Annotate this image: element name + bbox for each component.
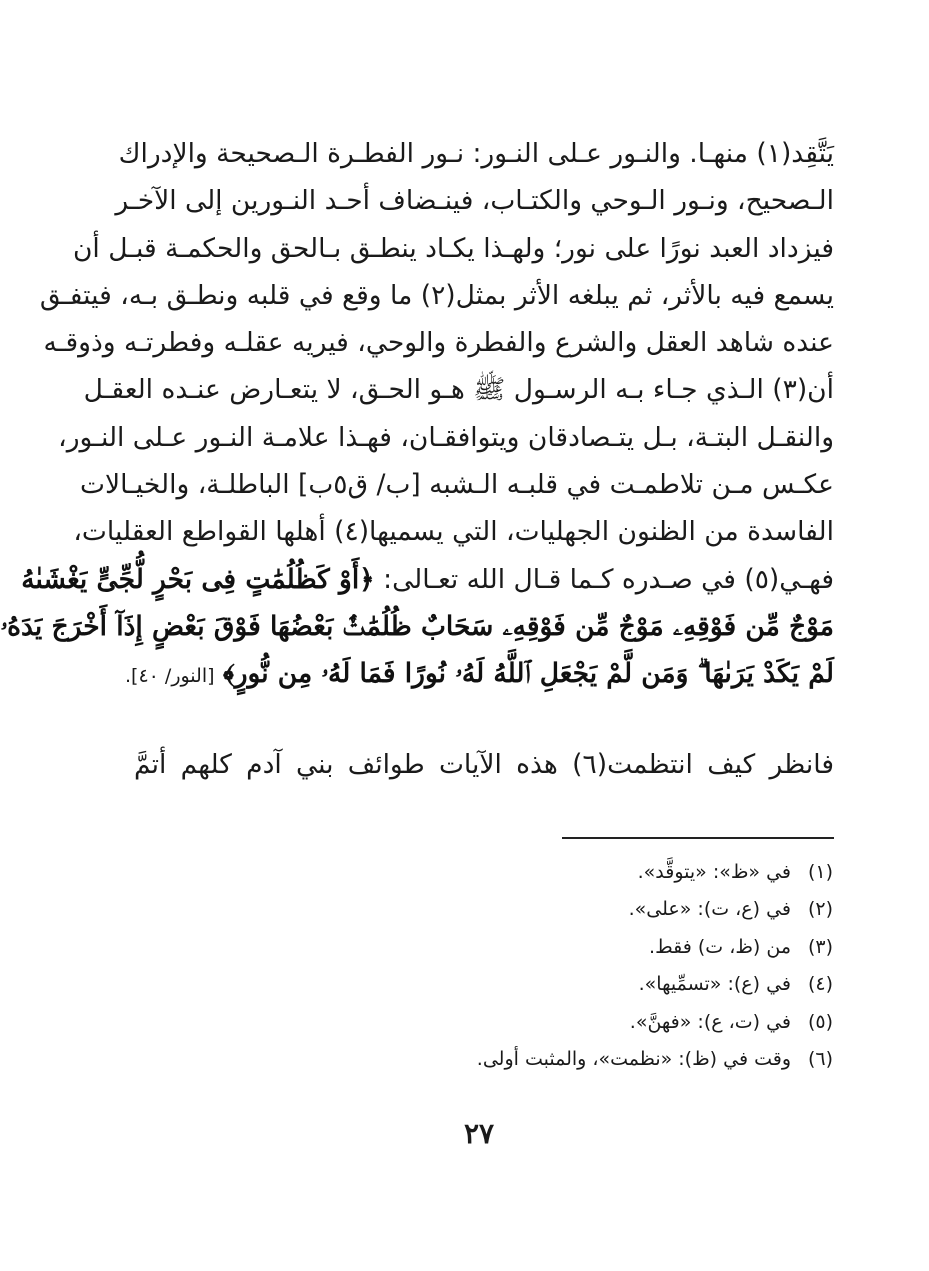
text-line: فيزداد العبد نورًا على نور؛ ولهـذا يكـاد ينطـق بـالحق والحكمـة قبـل أن (72, 232, 834, 264)
second-paragraph: فانظر كيف انتظمت(٦) هذه الآيات طوائف بني آدم كلهم أتمَّ (134, 749, 834, 780)
text-line: أن(٣) الـذي جـاء بـه الرسـول ﷺ هـو الحـق، لا يتعـارض عنـده العقـل (83, 374, 834, 406)
footnote-text: من (ظ، ت) فقط. (649, 935, 791, 958)
footnote-number: (٢) (807, 898, 833, 921)
text-line: يَتَّقِد(١) منهـا. والنـور عـلى النـور: نـور الفطـرة الـصحيحة والإدراك (118, 138, 834, 169)
footnote-text: في (ت، ع): «فهنَّ». (629, 1010, 791, 1033)
footnote-number: (١) (807, 861, 833, 883)
footnote-item (273, 891, 833, 928)
footnote-item (273, 1041, 833, 1078)
footnote-item (273, 929, 833, 966)
footnote-text: في «ظ»: «يتوقَّد». (637, 861, 791, 883)
footnote-number: (٣) (807, 935, 833, 958)
quran-verse-part-1: ﴿أَوْ كَظُلُمَٰتٍ فِى بَحْرٍ لُّجِّىٍّ يَغْشَىٰهُ (21, 563, 375, 595)
text-line: الـصحيح، ونـور الـوحي والكتـاب، فينـضاف أحـد النـورين إلى الآخـر (115, 185, 834, 217)
footnotes-list (273, 854, 833, 1078)
page-number: ٢٧ (463, 1117, 495, 1150)
footnote-number: (٦) (807, 1048, 833, 1071)
footnote-text: في (ع): «تسمِّيها». (638, 973, 791, 996)
footnote-number: (٤) (807, 973, 833, 996)
footnote-text: وقت في (ظ): «نظمت»، والمثبت أولى. (476, 1048, 791, 1071)
footnote-text: في (ع، ت): «على». (628, 898, 791, 921)
text-line: يسمع فيه بالأثر، ثم يبلغه الأثر بمثل(٢) ما وقع في قلبه ونطـق بـه، فيتفـق (39, 279, 834, 311)
text-line: عكـس مـن تلاطمـت في قلبـه الـشبه [ب/ ق٥ب] الباطلـة، والخيـالات (80, 469, 834, 501)
quran-intro-line (21, 556, 834, 603)
quran-verse-part-2: مَوْجٌ مِّن فَوْقِهِۦ مَوْجٌ مِّن فَوْقِهِۦ سَحَابٌ ظُلُمَٰتٌۢ بَعْضُهَا فَوْقَ بَعْضٍ إِذَآ أَخْرَجَ يَدَهُۥ (0, 610, 834, 642)
main-paragraph (0, 130, 834, 698)
quran-reference: [النور/ ٤٠]. (125, 665, 215, 688)
footnote-number: (٥) (807, 1010, 833, 1033)
text-line: عنده شاهد العقل والشرع والفطرة والوحي، فيريه عقلـه وفطرتـه وذوقـه (43, 327, 834, 359)
footnote-separator (562, 837, 834, 839)
footnote-item (273, 966, 833, 1003)
quran-verse-last-line (125, 650, 834, 697)
quran-verse-part-3: لَمْ يَكَدْ يَرَىٰهَا ۗ وَمَن لَّمْ يَجْعَلِ ٱللَّهُ لَهُۥ نُورًا فَمَا لَهُۥ مِن نُّورٍ﴾ (222, 658, 834, 690)
text-line: والنقـل البتـة، بـل يتـصادقان ويتوافقـان، فهـذا علامـة النـور عـلى النـور، (58, 421, 834, 453)
footnote-item (273, 854, 833, 891)
text-line: الفاسدة من الظنون الجهليات، التي يسميها(٤) أهلها القواطع العقليات، (73, 516, 834, 548)
footnote-item (273, 1004, 833, 1041)
quran-intro-text: فهـي(٥) في صـدره كـما قـال الله تعـالى: (374, 563, 834, 595)
